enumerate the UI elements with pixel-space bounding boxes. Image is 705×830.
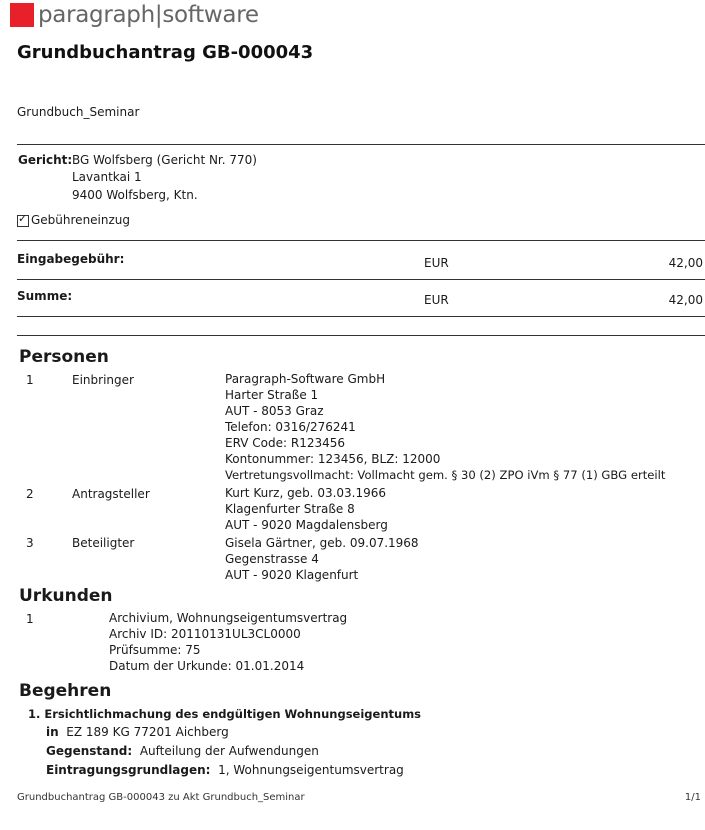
divider	[17, 335, 705, 336]
person-nr: 3	[26, 536, 34, 550]
grundlagen-label: Eintragungsgrundlagen:	[46, 763, 211, 777]
urkunde-line: Prüfsumme: 75	[109, 643, 201, 657]
divider	[17, 316, 705, 317]
gebuehreneinzug-checkbox[interactable]	[17, 215, 29, 227]
gebuehreneinzug-label: Gebühreneinzug	[31, 213, 131, 227]
gericht-label: Gericht:	[18, 153, 73, 167]
gericht-line: Lavantkai 1	[72, 170, 142, 184]
person-line: AUT - 9020 Magdalensberg	[225, 518, 388, 532]
begehren-item-title: 1. Ersichtlichmachung des endgültigen Wohnungseigentums	[28, 707, 422, 721]
footer-text: Grundbuchantrag GB-000043 zu Akt Grundbuch_Seminar	[17, 792, 305, 803]
fee-currency: EUR	[424, 256, 449, 270]
gegenstand-label: Gegenstand:	[46, 744, 133, 758]
divider	[17, 144, 705, 145]
grundlagen-value: 1, Wohnungseigentumsvertrag	[218, 763, 404, 777]
person-line: Kontonummer: 123456, BLZ: 12000	[225, 452, 441, 466]
gericht-line: 9400 Wolfsberg, Ktn.	[72, 188, 198, 202]
person-line: AUT - 9020 Klagenfurt	[225, 568, 359, 582]
person-nr: 2	[26, 487, 34, 501]
akt-name: Grundbuch_Seminar	[17, 105, 140, 119]
urkunde-line: Archiv ID: 20110131UL3CL0000	[109, 627, 301, 641]
person-role: Antragsteller	[72, 487, 150, 501]
gebuehreneinzug-row	[17, 211, 130, 229]
person-line: ERV Code: R123456	[225, 436, 346, 450]
person-line: Harter Straße 1	[225, 388, 319, 402]
logo-square-icon	[10, 3, 34, 27]
urkunde-nr: 1	[26, 612, 34, 626]
urkunden-heading: Urkunden	[19, 586, 113, 606]
divider	[17, 279, 705, 280]
sum-amount: 42,00	[668, 293, 703, 307]
person-line: Vertretungsvollmacht: Vollmacht gem. § 30 (2) ZPO iVm § 77 (1) GBG erteilt	[225, 468, 666, 482]
person-line: Klagenfurter Straße 8	[225, 502, 355, 516]
person-line: Gegenstrasse 4	[225, 552, 319, 566]
in-value: EZ 189 KG 77201 Aichberg	[66, 725, 229, 739]
fee-amount: 42,00	[668, 256, 703, 270]
person-nr: 1	[26, 373, 34, 387]
begehren-heading: Begehren	[19, 681, 112, 701]
divider	[17, 240, 705, 241]
person-line: AUT - 8053 Graz	[225, 404, 324, 418]
person-role: Einbringer	[72, 373, 134, 387]
page-number: 1/1	[684, 792, 701, 803]
page-title: Grundbuchantrag GB-000043	[17, 42, 314, 63]
personen-heading: Personen	[19, 347, 109, 367]
person-role: Beteiligter	[72, 536, 135, 550]
company-logo	[10, 2, 259, 28]
person-line: Telefon: 0316/276241	[225, 420, 356, 434]
urkunde-line: Archivium, Wohnungseigentumsvertrag	[109, 611, 348, 625]
person-line: Kurt Kurz, geb. 03.03.1966	[225, 486, 387, 500]
person-line: Paragraph-Software GmbH	[225, 372, 386, 386]
person-line: Gisela Gärtner, geb. 09.07.1968	[225, 536, 419, 550]
urkunde-line: Datum der Urkunde: 01.01.2014	[109, 659, 305, 673]
gericht-line: BG Wolfsberg (Gericht Nr. 770)	[72, 153, 257, 167]
in-label: in	[46, 725, 59, 739]
gegenstand-value: Aufteilung der Aufwendungen	[139, 744, 319, 758]
sum-label: Summe:	[17, 289, 73, 303]
sum-currency: EUR	[424, 293, 449, 307]
fee-label: Eingabegebühr:	[17, 252, 125, 266]
logo-text: paragraph|software	[38, 2, 259, 28]
